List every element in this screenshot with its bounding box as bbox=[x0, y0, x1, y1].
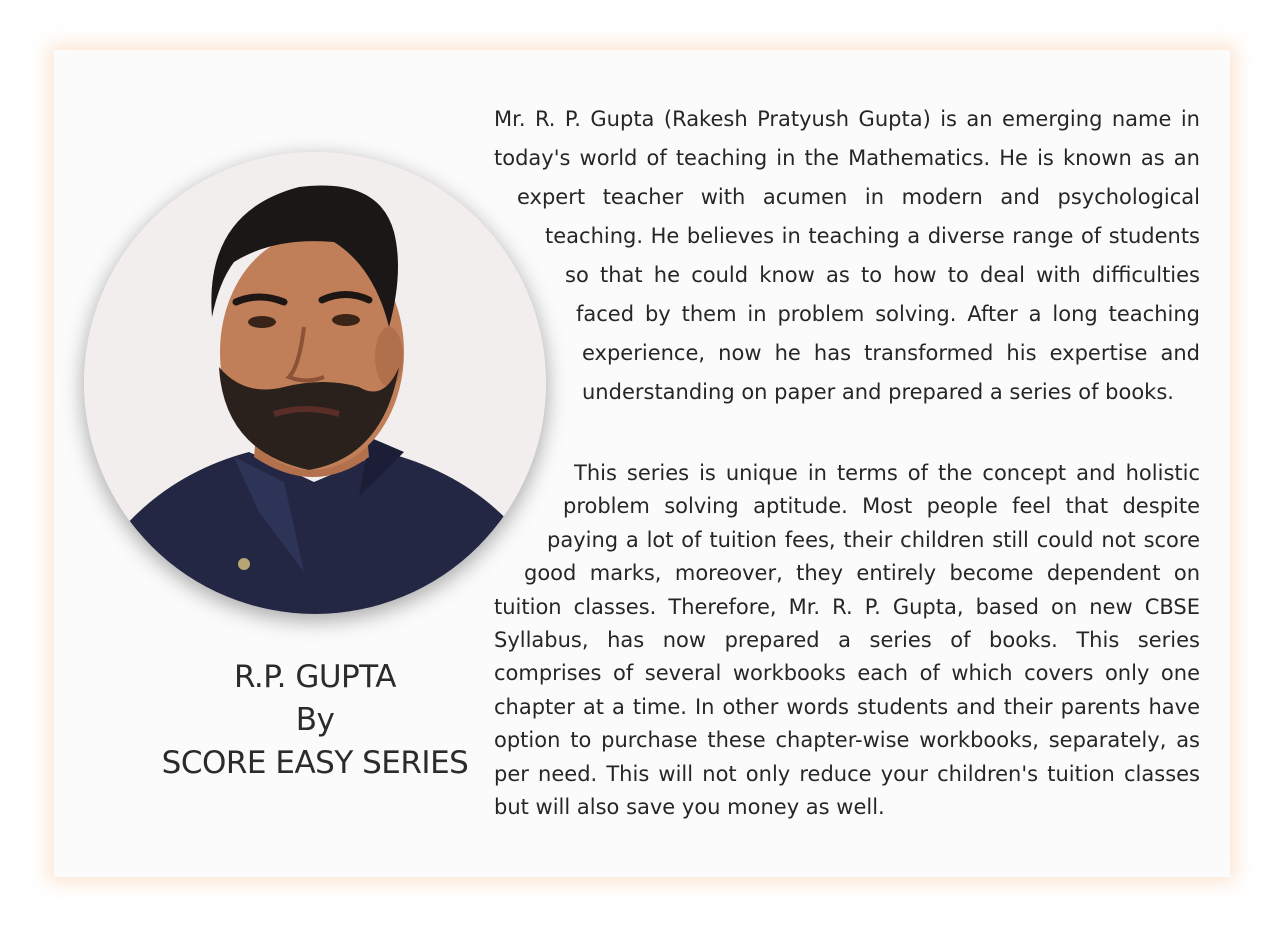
bio-line: problem solving aptitude. Most people feel that despite bbox=[563, 494, 1200, 519]
bio-line: Syllabus, has now prepared a series of books. This series bbox=[494, 628, 1200, 653]
by-label: By bbox=[295, 702, 335, 738]
author-photo bbox=[84, 152, 546, 614]
author-caption bbox=[150, 656, 480, 785]
bio-line: comprises of several workbooks each of which covers only one bbox=[494, 661, 1200, 686]
bio-line: understanding on paper and prepared a series of books. bbox=[582, 380, 1174, 404]
bio-line: experience, now he has transformed his expertise and bbox=[582, 341, 1200, 365]
author-portrait-illustration bbox=[84, 152, 546, 614]
bio-paragraph-1 bbox=[494, 100, 1200, 412]
bio-line: expert teacher with acumen in modern and psychological bbox=[517, 185, 1200, 209]
bio-line: chapter at a time. In other words students and their parents have bbox=[494, 694, 1200, 719]
bio-line: good marks, moreover, they entirely become dependent on bbox=[524, 561, 1200, 586]
bio-line: faced by them in problem solving. After a long teaching bbox=[576, 302, 1200, 326]
series-name: SCORE EASY SERIES bbox=[161, 745, 469, 781]
bio-paragraph-2 bbox=[494, 457, 1200, 824]
bio-line: so that he could know as to how to deal with difficulties bbox=[565, 263, 1200, 287]
bio-line: This series is unique in terms of the concept and holistic bbox=[574, 461, 1200, 485]
author-name: R.P. GUPTA bbox=[233, 659, 396, 695]
bio-line: paying a lot of tuition fees, their children still could not score bbox=[547, 527, 1200, 552]
bio-line: tuition classes. Therefore, Mr. R. P. Gupta, based on new CBSE bbox=[494, 594, 1200, 619]
bio-line: Mr. R. P. Gupta (Rakesh Pratyush Gupta) is an emerging name in bbox=[494, 107, 1200, 131]
bio-line: option to purchase these chapter-wise workbooks, separately, as bbox=[494, 728, 1200, 753]
bio-line: today's world of teaching in the Mathematics. He is known as an bbox=[494, 146, 1200, 170]
bio-line: per need. This will not only reduce your children's tuition classes bbox=[494, 761, 1200, 786]
bio-line: but will also save you money as well. bbox=[494, 795, 885, 820]
bio-line: teaching. He believes in teaching a diverse range of students bbox=[545, 224, 1200, 248]
